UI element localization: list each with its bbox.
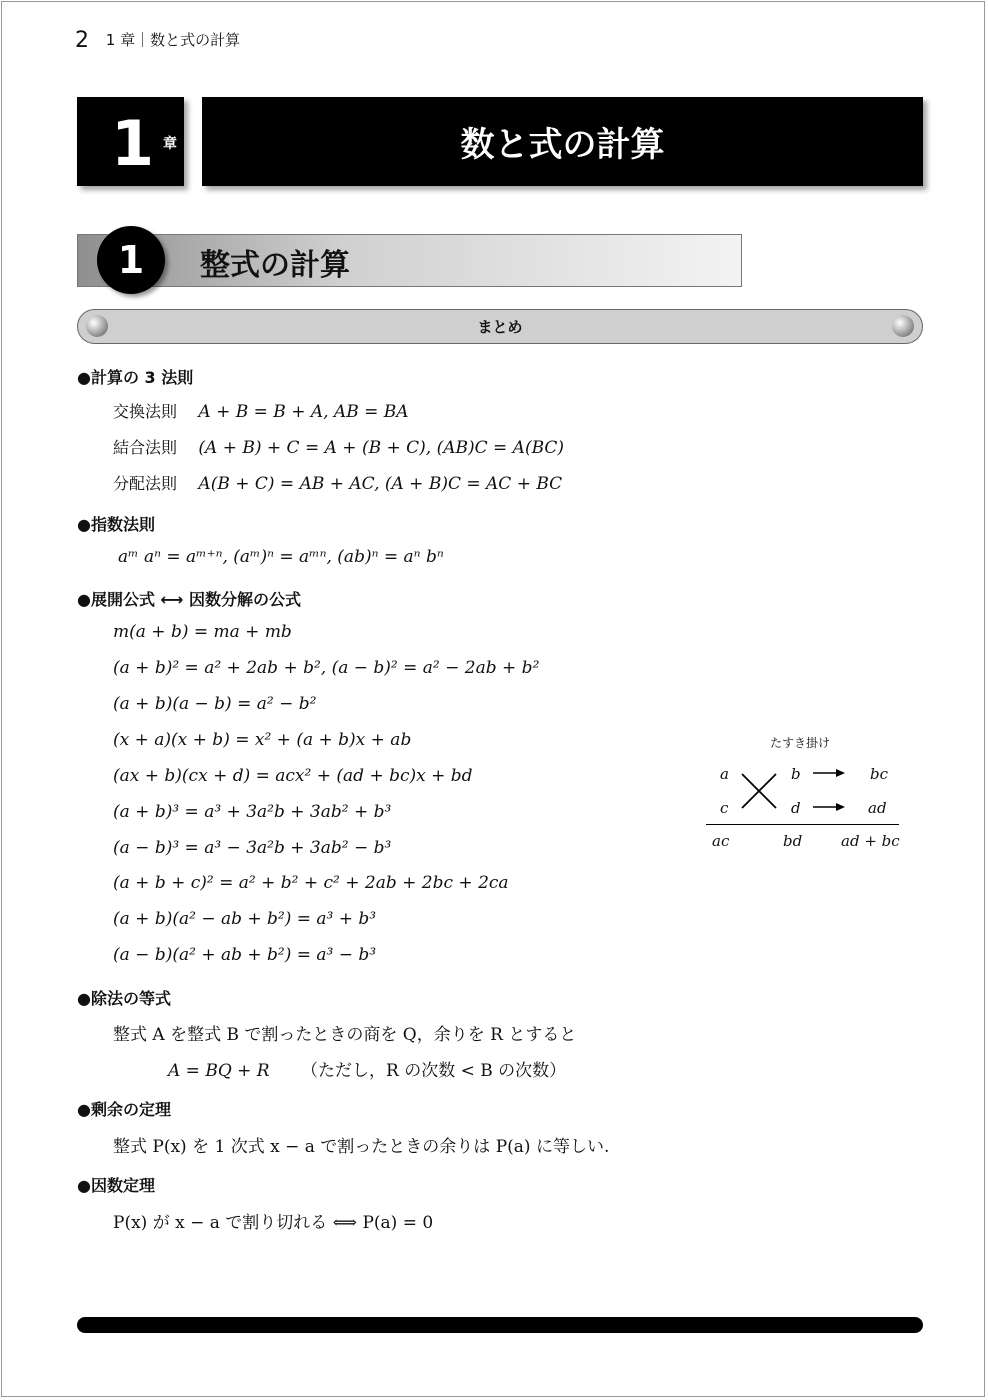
summary-label: まとめ — [477, 318, 523, 336]
law-row — [113, 399, 409, 422]
section-number-circle — [97, 226, 165, 294]
law-row — [113, 471, 562, 494]
law-label: 交換法則 — [113, 402, 178, 421]
arrow-right-icon — [812, 767, 846, 779]
chapter-number: 1 — [111, 107, 155, 180]
factor-heading: ●因数定理 — [77, 1176, 155, 1195]
bottom-bar — [77, 1317, 923, 1333]
section-number: 1 — [117, 238, 145, 282]
laws-heading: ●計算の 3 法則 — [77, 368, 194, 387]
expansion-formula: (ax + b)(cx + d) = acx² + (ad + bc)x + bd — [113, 766, 473, 786]
cross-lines-icon — [740, 772, 780, 810]
cross-ac: ac — [712, 832, 730, 850]
chapter-title: 数と式の計算 — [460, 125, 665, 165]
knob-right-icon — [892, 315, 914, 337]
chapter-title-box — [202, 97, 923, 186]
exponent-heading: ●指数法則 — [77, 515, 155, 534]
knob-left-icon — [86, 315, 108, 337]
cross-title: たすき掛け — [770, 736, 831, 750]
chapter-mark: 章 — [163, 136, 177, 152]
expansion-formula: (a − b)³ = a³ − 3a²b + 3ab² − b³ — [113, 838, 392, 858]
remainder-text: 整式 P(x) を 1 次式 x − a で割ったときの余りは P(a) に等しい. — [113, 1137, 610, 1157]
law-label: 結合法則 — [113, 438, 178, 457]
law-formula: A + B = B + A, AB = BA — [198, 402, 409, 422]
remainder-heading: ●剰余の定理 — [77, 1100, 171, 1119]
factor-text: P(x) が x − a で割り切れる ⟺ P(a) = 0 — [113, 1213, 434, 1233]
expansion-formula: (a + b)² = a² + 2ab + b², (a − b)² = a² − 2ab + b² — [113, 658, 540, 678]
division-heading: ●除法の等式 — [77, 989, 171, 1008]
division-text: 整式 A を整式 B で割ったときの商を Q，余りを R とすると — [113, 1025, 577, 1045]
cross-d: d — [791, 799, 801, 817]
division-formula-row — [168, 1056, 566, 1081]
section-title: 整式の計算 — [200, 248, 350, 283]
expansion-formula: (a − b)(a² + ab + b²) = a³ − b³ — [113, 945, 377, 965]
law-formula: A(B + C) = AB + AC, (A + B)C = AC + BC — [198, 474, 563, 494]
expansion-formula: m(a + b) = ma + mb — [113, 622, 292, 642]
expansion-formula: (x + a)(x + b) = x² + (a + b)x + ab — [113, 730, 412, 750]
law-row — [113, 435, 564, 458]
expansion-formula: (a + b)³ = a³ + 3a²b + 3ab² + b³ — [113, 802, 392, 822]
cross-bd: bd — [783, 832, 803, 850]
chapter-number-box — [77, 97, 184, 186]
cross-c: c — [720, 799, 729, 817]
expansion-formula: (a + b + c)² = a² + b² + c² + 2ab + 2bc + 2ca — [113, 873, 509, 893]
expansion-formula: (a + b)(a − b) = a² − b² — [113, 694, 317, 714]
arrow-right-icon — [812, 801, 846, 813]
summary-bar — [77, 309, 923, 344]
page-number: 2 — [75, 28, 89, 53]
cross-ad: ad — [868, 799, 887, 817]
section-bar — [77, 234, 742, 287]
division-formula: A = BQ + R — [168, 1061, 270, 1081]
cross-bc: bc — [870, 765, 889, 783]
cross-rule — [706, 824, 899, 825]
cross-b: b — [791, 765, 801, 783]
law-formula: (A + B) + C = A + (B + C), (AB)C = A(BC) — [198, 438, 565, 458]
running-head — [75, 28, 240, 53]
division-note: （ただし，R の次数 < B の次数） — [301, 1061, 567, 1081]
expansion-heading: ●展開公式 ⟷ 因数分解の公式 — [77, 590, 302, 609]
cross-multiplication-diagram — [702, 728, 912, 858]
running-head-text: 1 章｜数と式の計算 — [105, 31, 241, 49]
cross-a: a — [720, 765, 729, 783]
exponent-formula: aᵐ aⁿ = aᵐ⁺ⁿ, (aᵐ)ⁿ = aᵐⁿ, (ab)ⁿ = aⁿ bⁿ — [118, 547, 444, 567]
law-label: 分配法則 — [113, 474, 178, 493]
expansion-formula: (a + b)(a² − ab + b²) = a³ + b³ — [113, 909, 377, 929]
cross-sum: ad + bc — [841, 832, 900, 850]
